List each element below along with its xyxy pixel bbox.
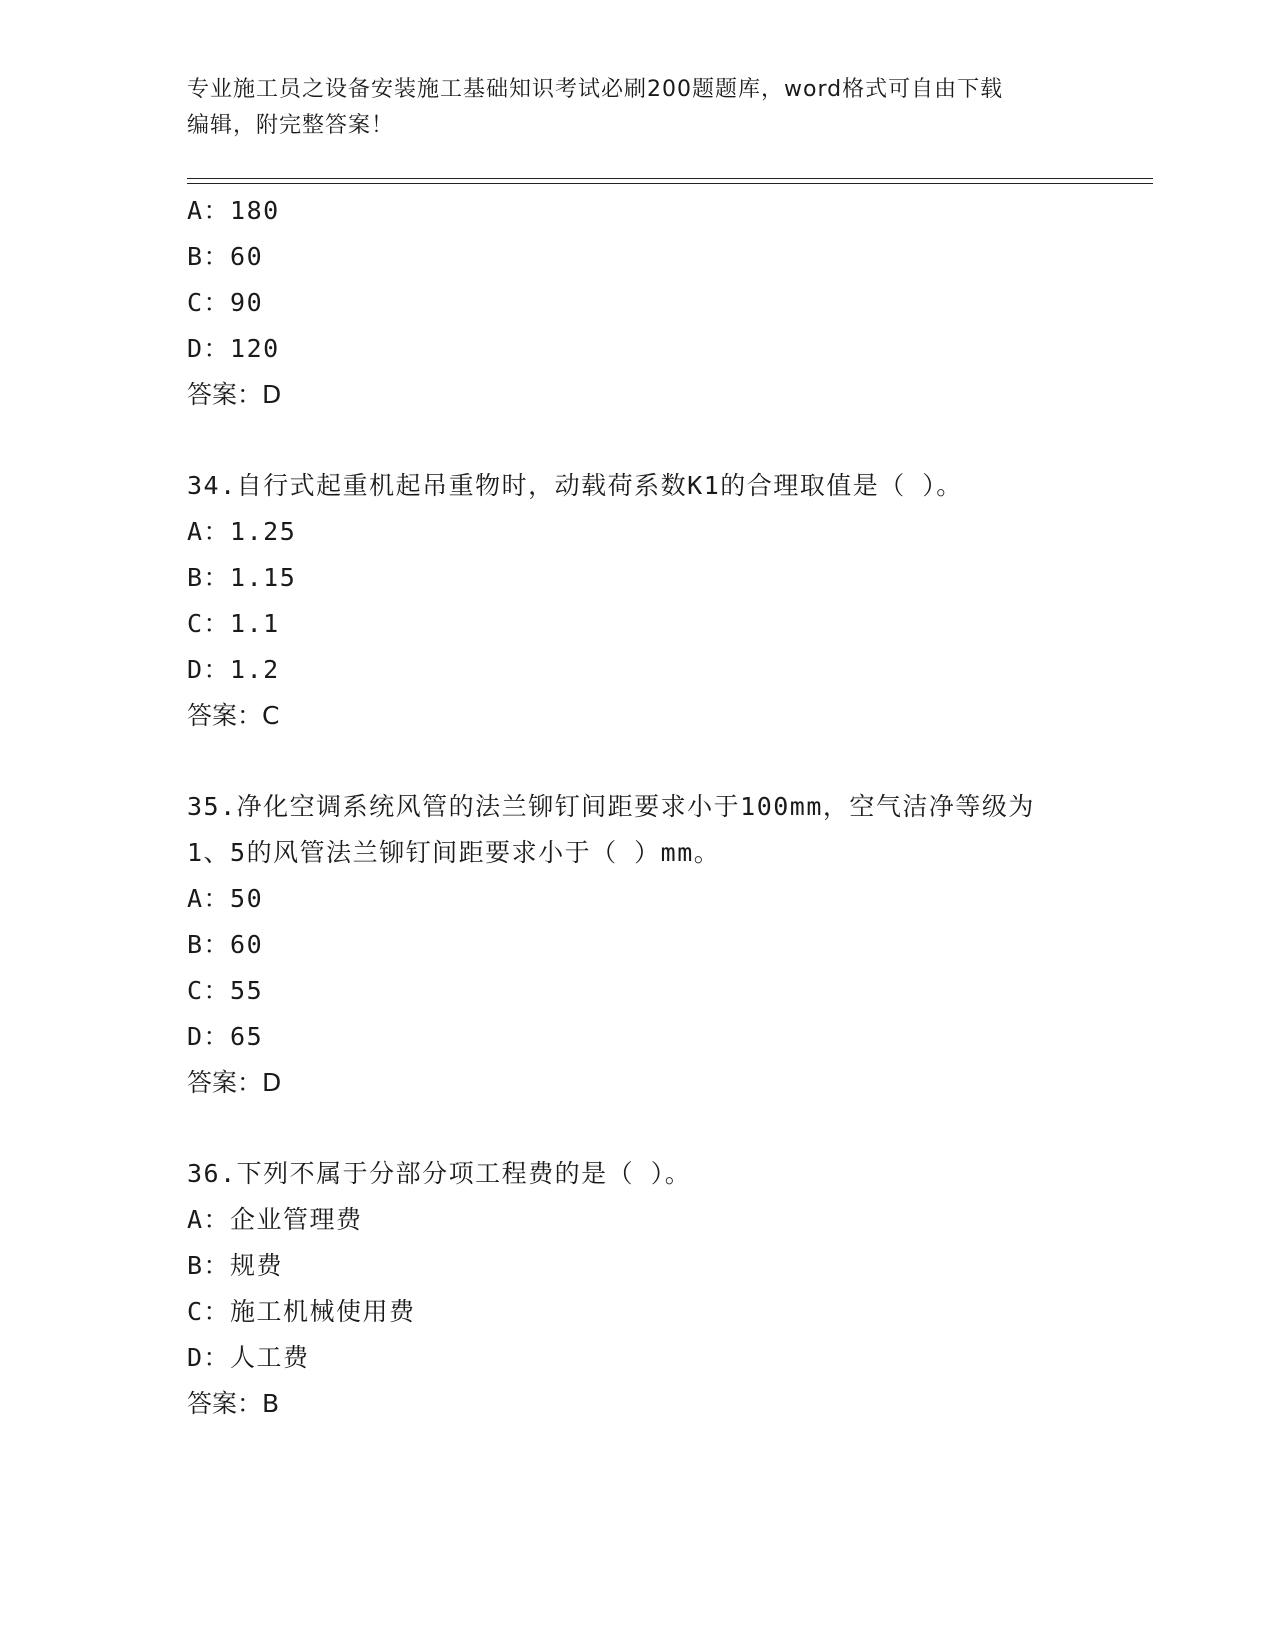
question-list [187, 188, 1087, 1427]
option-d: D：120 [187, 334, 280, 363]
header-title-line1: 专业施工员之设备安装施工基础知识考试必刷200题题库，word格式可自由下载 [187, 77, 1004, 102]
answer: 答案：D [187, 1068, 282, 1097]
option-c: C：1.1 [187, 609, 280, 638]
answer: 答案：D [187, 380, 282, 409]
option-c: C：55 [187, 976, 264, 1005]
question-34 [187, 463, 1087, 739]
answer: 答案：C [187, 701, 280, 730]
option-a: A：企业管理费 [187, 1205, 363, 1234]
header-divider-bottom [187, 183, 1153, 184]
option-b: B：60 [187, 242, 264, 271]
option-b: B：规费 [187, 1251, 284, 1280]
question-35 [187, 784, 1087, 1106]
question-33 [187, 188, 1087, 418]
option-a: A：50 [187, 884, 264, 913]
header-title-line2: 编辑，附完整答案！ [187, 113, 395, 138]
option-c: C：施工机械使用费 [187, 1297, 416, 1326]
option-d: D：1.2 [187, 655, 280, 684]
header-divider-top [187, 178, 1153, 179]
option-a: A：180 [187, 196, 280, 225]
option-c: C：90 [187, 288, 264, 317]
option-b: B：60 [187, 930, 264, 959]
question-stem: 35.净化空调系统风管的法兰铆钉间距要求小于100mm，空气洁净等级为1、5的风管法兰铆钉间距要求小于（ ）mm。 [187, 792, 1035, 867]
answer: 答案：B [187, 1389, 280, 1418]
option-a: A：1.25 [187, 517, 297, 546]
question-stem: 34.自行式起重机起吊重物时，动载荷系数K1的合理取值是（ ）。 [187, 471, 963, 500]
option-d: D：人工费 [187, 1343, 310, 1372]
question-stem: 36.下列不属于分部分项工程费的是（ ）。 [187, 1159, 692, 1188]
option-d: D：65 [187, 1022, 264, 1051]
question-36 [187, 1151, 1087, 1427]
option-b: B：1.15 [187, 563, 297, 592]
page-header [187, 72, 1087, 144]
